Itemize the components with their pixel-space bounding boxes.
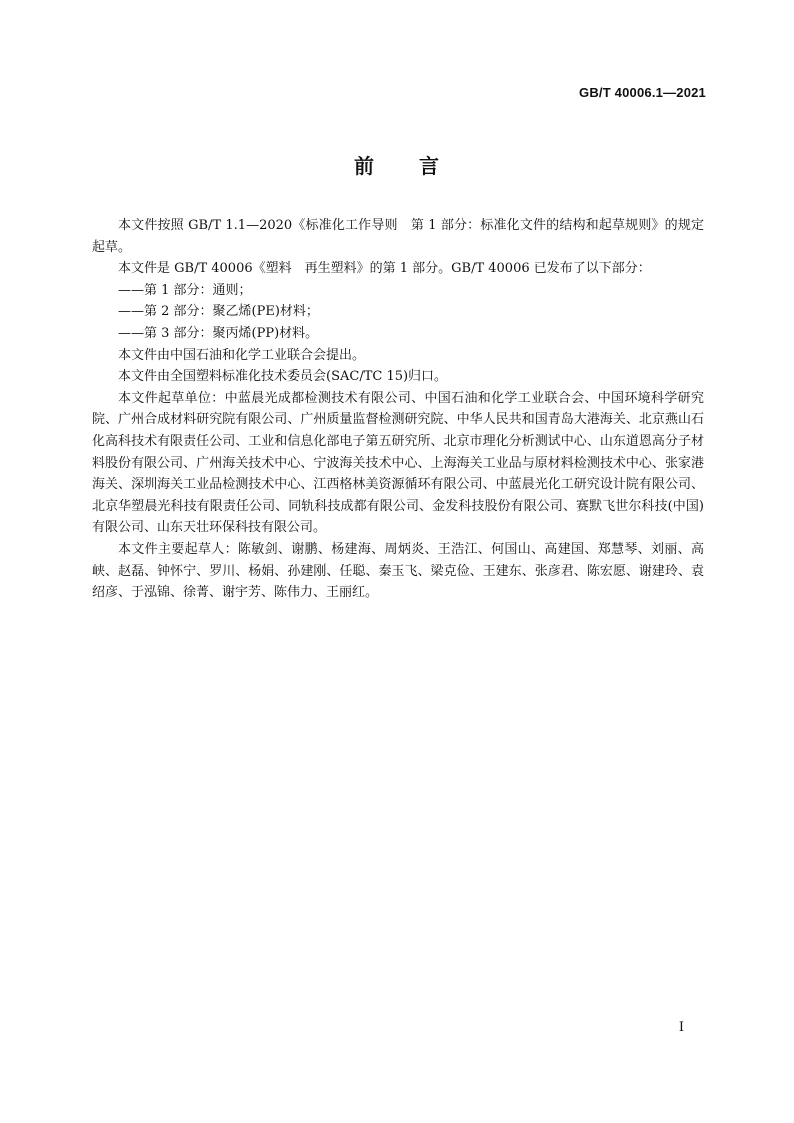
paragraph-drafters: 本文件主要起草人：陈敏剑、谢鹏、杨建海、周炳炎、王浩江、何国山、高建国、郑慧琴、刘丽、高峡、赵磊、钟怀宁、罗川、杨娟、孙建刚、任聪、秦玉飞、梁克俭、王建东、张彦君、陈宏愿、谢建玲、袁绍彦、于泓锦、徐菁、谢宇芳、陈伟力、王丽红。 [92,541,704,601]
list-item-part-1: ——第 1 部分：通则； [118,282,252,298]
paragraph-series-part: 本文件是 GB/T 40006《塑料 再生塑料》的第 1 部分。GB/T 40006 已发布了以下部分： [118,261,651,277]
foreword-body [92,215,704,604]
paragraph-committee: 本文件由全国塑料标准化技术委员会(SAC/TC 15)归口。 [118,369,448,385]
document-code: GB/T 40006.1—2021 [579,85,706,100]
title-char-1: 前 [354,154,375,178]
paragraph-drafting-rules: 本文件按照 GB/T 1.1—2020《标准化工作导则 第 1 部分：标准化文件的结构和起草规则》的规定起草。 [92,218,704,255]
paragraph-proposer: 本文件由中国石油和化学工业联合会提出。 [118,347,366,363]
list-item-part-2: ——第 2 部分：聚乙烯(PE)材料； [118,304,319,320]
paragraph-drafting-organizations: 本文件起草单位：中蓝晨光成都检测技术有限公司、中国石油和化学工业联合会、中国环境科学研究院、广州合成材料研究院有限公司、广州质量监督检测研究院、中华人民共和国青岛大港海关、北京燕山石化高科技术有限责任公司、工业和信息化部电子第五研究所、北京市理化分析测试中心、山东道恩高分子材料股份有限公司、广州海关技术中心、宁波海关技术中心、上海海关工业品与原材料检测技术中心、张家港海关、深圳海关工业品检测技术中心、江西格林美资源循环有限公司、中蓝晨光化工研究设计院有限公司、北京华塑晨光科技有限责任公司、同轨科技成都有限公司、金发科技股份有限公司、赛默飞世尔科技(中国)有限公司、山东天壮环保科技有限公司。 [92,390,704,536]
title-char-2: 言 [419,154,440,178]
page-number: I [678,1020,684,1035]
page-title [0,150,794,179]
list-item-part-3: ——第 3 部分：聚丙烯(PP)材料。 [118,325,319,341]
